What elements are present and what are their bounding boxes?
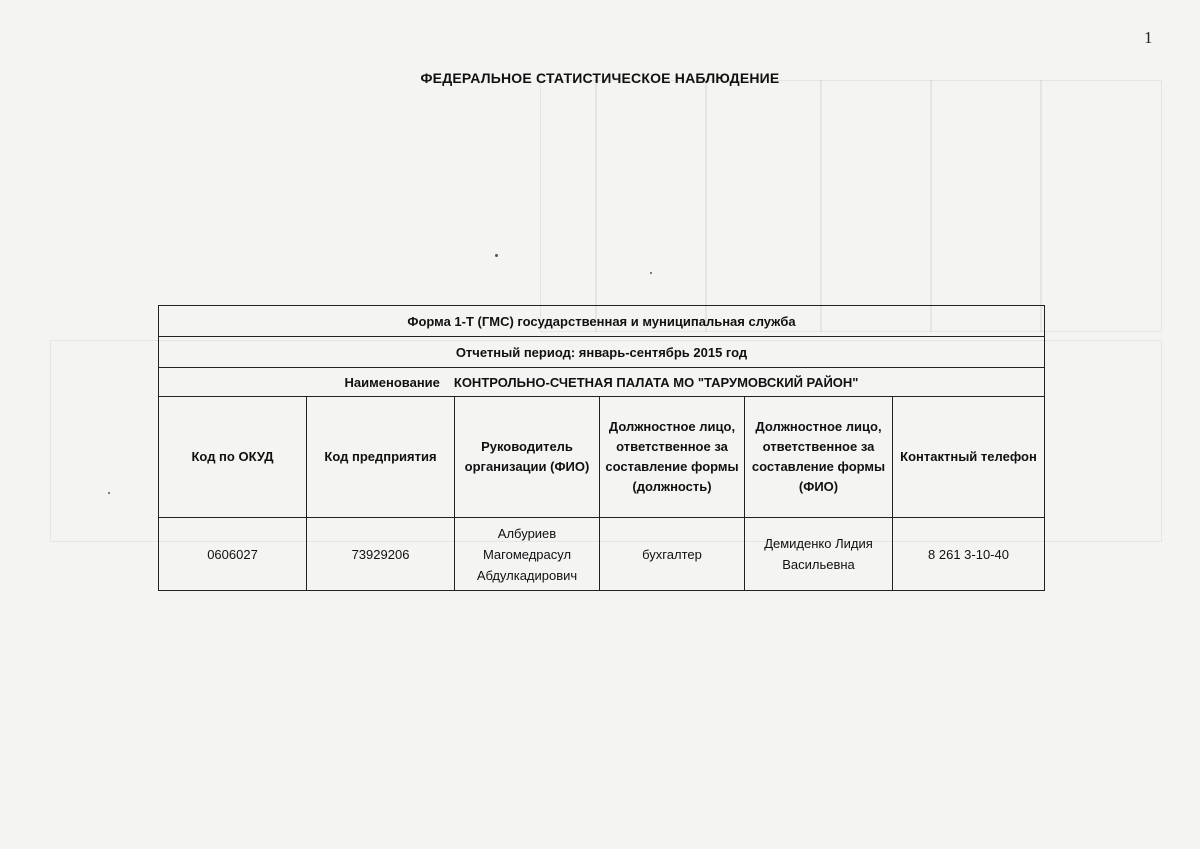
form-title: Форма 1-Т (ГМС) государственная и муниципальная служба [159, 306, 1045, 337]
scan-speck [495, 254, 498, 257]
table-row [159, 518, 1045, 591]
show-through-line [1040, 80, 1042, 332]
show-through-line [820, 80, 822, 332]
cell-phone: 8 261 3-10-40 [893, 518, 1045, 591]
cell-head: Албуриев Магомедрасул Абдулкадирович [455, 518, 600, 591]
show-through-line [705, 80, 707, 332]
organization-name-value: КОНТРОЛЬНО-СЧЕТНАЯ ПАЛАТА МО "ТАРУМОВСКИЙ РАЙОН" [453, 374, 859, 390]
form-table [158, 305, 1045, 591]
cell-okud: 0606027 [159, 518, 307, 591]
reporting-period: Отчетный период: январь-сентябрь 2015 год [159, 337, 1045, 368]
table-header-row [159, 397, 1045, 518]
column-header-phone: Контактный телефон [893, 397, 1045, 518]
page-title: ФЕДЕРАЛЬНОЕ СТАТИСТИЧЕСКОЕ НАБЛЮДЕНИЕ [420, 70, 780, 86]
scan-speck [650, 272, 652, 274]
period-row [159, 337, 1045, 368]
cell-responsible: Демиденко Лидия Васильевна [745, 518, 893, 591]
page-number: 1 [1144, 28, 1153, 47]
organization-name-row [159, 368, 1045, 397]
form-title-row [159, 306, 1045, 337]
column-header-enterprise-code: Код предприятия [307, 397, 455, 518]
organization-name-cell [159, 368, 1045, 397]
show-through-grid [540, 80, 1162, 332]
cell-position: бухгалтер [600, 518, 745, 591]
show-through-line [595, 80, 597, 332]
column-header-position: Должностное лицо, ответственное за составление формы (должность) [600, 397, 745, 518]
column-header-responsible: Должностное лицо, ответственное за составление формы (ФИО) [745, 397, 893, 518]
column-header-okud: Код по ОКУД [159, 397, 307, 518]
scan-speck [108, 492, 110, 494]
organization-name-label: Наименование [344, 374, 440, 390]
show-through-line [930, 80, 932, 332]
column-header-head: Руководитель организации (ФИО) [455, 397, 600, 518]
cell-enterprise-code: 73929206 [307, 518, 455, 591]
